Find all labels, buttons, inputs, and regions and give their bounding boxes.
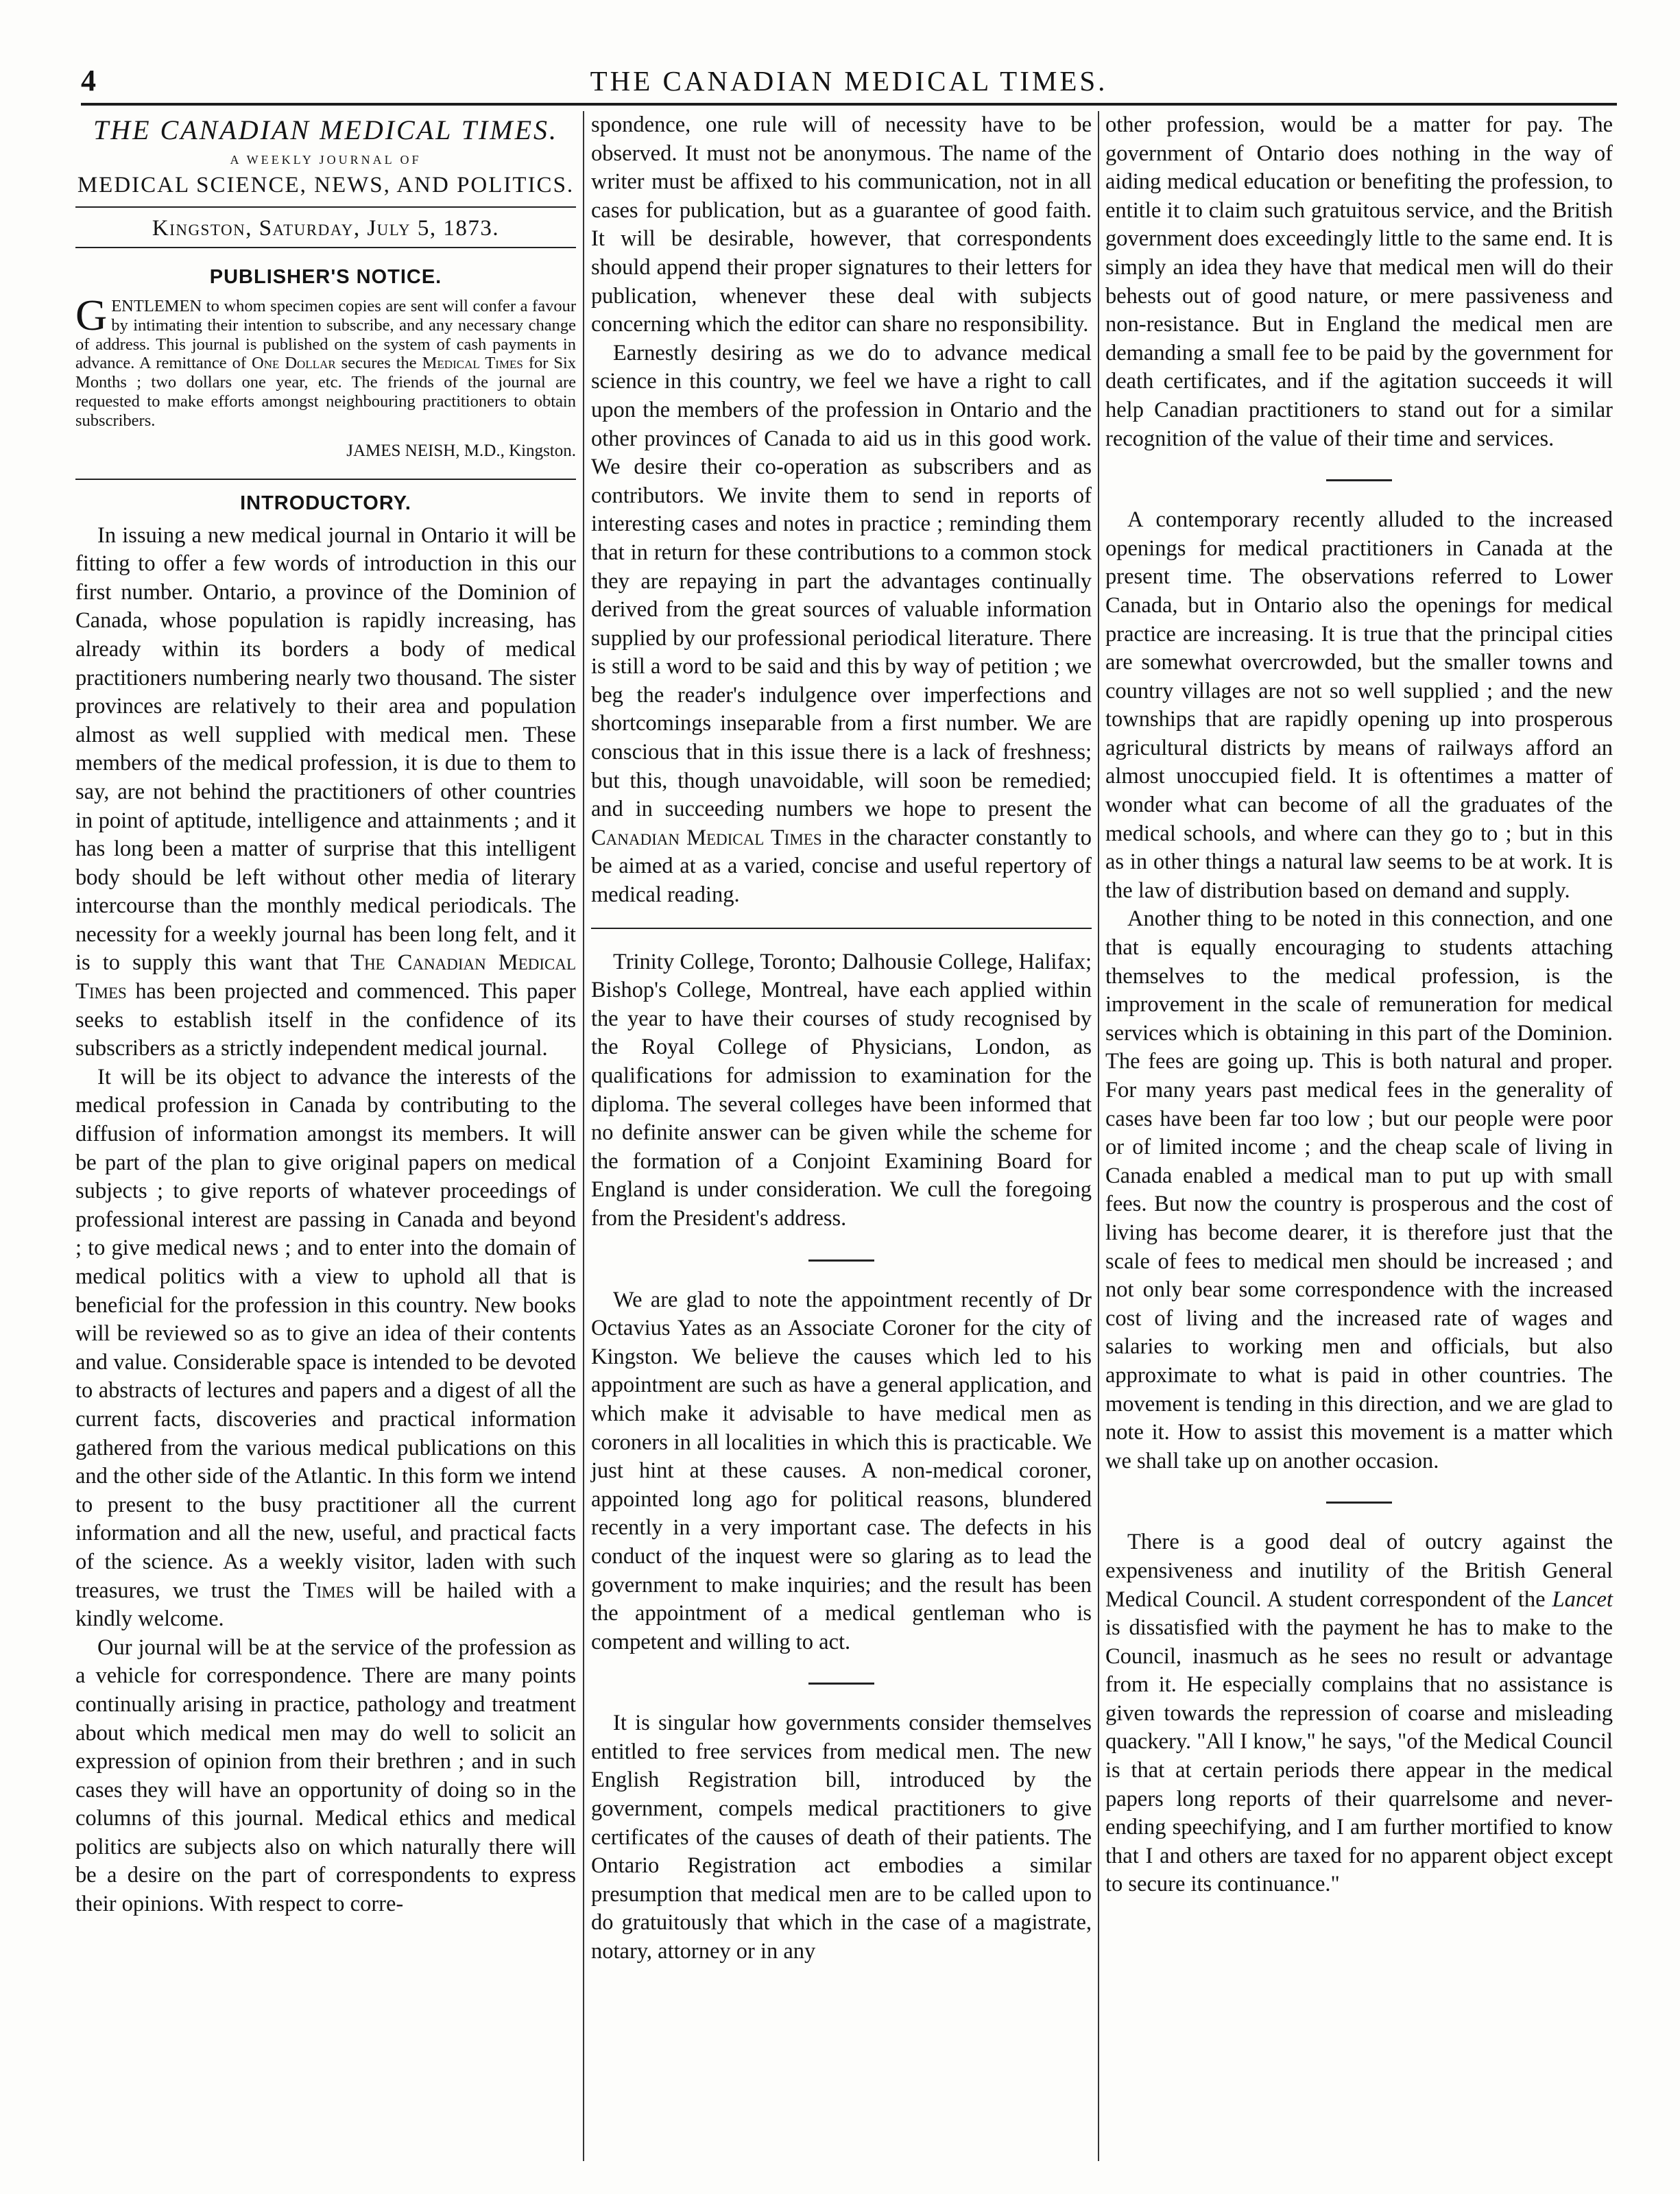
- medical-council-article: There is a good deal of outcry against the expensiveness and inutility of the British General Medical Council. A student correspondent of the Lancet is dissatisfied with the payment he has to make to the Council, inasmuch as he sees no result or advantage from it. He especially complains that no assistance is given towards the repression of coarse and misleading quackery. "All I know," he says, "of the Medical Council is that at certain periods there appear in the medical papers long reports of their quarrelsome and never-ending speechifying, and I am further mortified to know that I and others are taxed for no apparent object except to secure its continuance.": [1105, 1530, 1613, 1897]
- masthead-title: THE CANADIAN MEDICAL TIMES.: [93, 114, 559, 145]
- section-rule: [75, 479, 576, 480]
- column-divider: [1098, 111, 1099, 2161]
- column-2: [591, 111, 1092, 1966]
- introductory-paragraph: In issuing a new medical journal in Ontario it will be fitting to offer a few words of introduction in this our first number. Ontario, a province of the Dominion of Canada, whose population is rapidly increasing, has already within its borders a body of medical practitioners numbering nearly two thousand. The sister provinces are relatively to their area and population almost as well supplied with medical men. These members of the medical profession, it is due to them to say, are not behind the practitioners of other countries in point of aptitude, intelligence and attainments ; and it has long been a matter of surprise that this intelligent body should be left without other media of literary intercourse than the monthly medical periodicals. The necessity for a weekly journal has been long felt, and it is to supply this want that The Canadian Medical Times has been projected and commenced. This paper seeks to establish itself in the confidence of its subscribers as a strictly independent medical journal.: [75, 522, 577, 1061]
- introductory-paragraph: Our journal will be at the service of the profession as a vehicle for correspondence. There are many points continually arising in practice, pathology and treatment about which medical men may do well to solicit an expression of opinion from their brethren ; and in such cases they will have an opportunity of doing so in the columns of this journal. Medical ethics and medical politics are subjects also on which naturally there will be a desire on the part of correspondents to express their opinions. With respect to corre-: [75, 1635, 576, 1917]
- government-article: It is singular how governments consider themselves entitled to free services from medical men. The new English Registration bill, introduced by the government, compels medical practitioners to give certificates of the causes of death of their patients. The Ontario Registration act embodies a similar presumption that medical men are to be called upon to do gratuitously that which in the case of a magistrate, notary, attorney or in any: [591, 1711, 1092, 1964]
- column-1: [75, 111, 576, 1919]
- masthead-subject: MEDICAL SCIENCE, NEWS, AND POLITICS.: [77, 173, 575, 197]
- column-3: [1105, 111, 1613, 1899]
- column-divider: [583, 111, 584, 2161]
- fees-article: Another thing to be noted in this connection, and one that is equally encouraging to students attaching themselves to the medical profession, is the improvement in the scale of remuneration for medical services which is obtaining in this part of the Dominion. The fees are going up. This is both natural and proper. For many years past medical fees in the generality of cases have been far too low ; but our people were poor or of limited income ; and the cheap scale of living in Canada enabled a medical man to put up with small fees. But now the country is prosperous and the cost of living has become dearer, it is therefore just that the scale of fees to medical men should be increased ; and not only bear some correspondence with the increased cost of living and the increased rate of wages and salaries to working men and officials, but also approximate to what is paid in other countries. The movement is tending in this direction, and we are glad to note it. How to assist this movement is a matter which we shall take up on another occasion.: [1105, 906, 1613, 1473]
- government-article-continued: other profession, would be a matter for pay. The government of Ontario does nothing in the way of aiding medical education or benefiting the profession, to entitle it to claim such gratuitous service, and the British government does exceedingly little to the same end. It is simply an idea they have that medical men will do their behests out of good nature, or mere passiveness and non-resistance. But in England the medical men are demanding a small fee to be paid by the government for death certificates, and if the agitation succeeds it will help Canadian practitioners to stand out for a similar recognition of the value of their time and services.: [1105, 112, 1613, 451]
- masthead-weekly: A WEEKLY JOURNAL OF: [230, 153, 422, 167]
- publisher-signature: JAMES NEISH, M.D., Kingston.: [346, 441, 576, 460]
- article-separator: [1326, 479, 1392, 481]
- introductory-paragraph: It will be its object to advance the interests of the medical profession in Canada by contributing to the diffusion of information amongst its members. It will be part of the plan to give original papers on medical subjects ; to give reports of whatever proceedings of professional interest are passing in Canada and beyond ; to give medical news ; and to enter into the domain of medical politics with a view to uphold all that is beneficial for the profession in this country. New books will be reviewed so as to give an idea of their contents and value. Considerable space is intended to be devoted to abstracts of lectures and papers and a digest of all the current facts, discoveries and practical information gathered from the various medical publications on this and the other side of the Atlantic. In this form we intend to present to the busy practitioner all the current information and all the new, useful, and practical facts of the science. As a weekly visitor, laden with such treasures, we trust the Times will be hailed with a kindly welcome.: [75, 1064, 577, 1632]
- publisher-notice-body: GENTLEMEN to whom specimen copies are sent will confer a favour by intimating their intention to subscribe, and any necessary change of address. This journal is published on the system of cash payments in advance. A remittance of One Dollar secures the Medical Times for Six Months ; two dollars one year, etc. The friends of the journal are requested to make efforts amongst neighbouring practitioners to obtain subscribers.: [75, 291, 577, 430]
- header-rule: [81, 103, 1617, 106]
- article-separator: [808, 1683, 874, 1685]
- correspondence-paragraph: spondence, one rule will of necessity have to be observed. It must not be anonymous. The name of the writer must be affixed to his communication, not in all cases for publication, but as a guarantee of good faith. It will be desirable, however, that correspondents should append their proper signatures to their letters for publication, whenever these deal with subjects concerning which the editor can share no responsibility.: [591, 112, 1092, 337]
- running-title: THE CANADIAN MEDICAL TIMES.: [590, 65, 1108, 97]
- masthead: [75, 114, 576, 248]
- masthead-date: Kingston, Saturday, July 5, 1873.: [75, 206, 576, 248]
- appeal-paragraph: Earnestly desiring as we do to advance medical science in this country, we feel we have a right to call upon the members of the profession in Ontario and the other provinces of Canada to aid us in this good work. We desire their co-operation as subscribers and as contributors. We invite them to send in reports of interesting cases and notes in practice ; reminding them that in return for these contributions to a common stock they are repaying in part the advantages continually derived from the great sources of valuable information supplied by our professional periodical literature. There is still a word to be said and this by way of petition ; we beg the reader's indulgence over imperfections and shortcomings inseparable from a first number. We are conscious that in this issue there is a lack of freshness; but this, though unavoidable, will soon be remedied; and in succeeding numbers we hope to present the Canadian Medical Times in the character constantly to be aimed at as a varied, concise and useful repertory of medical reading.: [591, 340, 1092, 908]
- drop-cap: G: [75, 291, 108, 339]
- coroner-article: We are glad to note the appointment recently of Dr Octavius Yates as an Associate Coroner for the city of Kingston. We believe the causes which led to his appointment are such as have a general application, and which make it advisable to have medical men as coroners in all localities in which this is practicable. We just hint at these causes. A non-medical coroner, appointed long ago for political reasons, blundered recently in a very important case. The defects in his conduct of the inquest were so glaring as to lead the government to make inquiries; and the result has been the appointment of a medical gentleman who is competent and willing to act.: [591, 1287, 1092, 1654]
- article-rule: [591, 928, 1092, 929]
- publisher-notice-heading: PUBLISHER'S NOTICE.: [209, 266, 442, 288]
- introductory-heading: INTRODUCTORY.: [240, 492, 411, 514]
- openings-article: A contemporary recently alluded to the increased openings for medical practitioners in Canada at the present time. The observations referred to Lower Canada, but in Ontario also the openings for medical practice are increasing. It is true that the principal cities are somewhat overcrowded, but the smaller towns and country villages are not so well supplied ; and the new townships that are rapidly opening up into prosperous agricultural districts by means of railways afford an almost unoccupied field. It is oftentimes a matter of wonder what can become of all the graduates of the medical schools, and where can they go to ; but in this as in other things a natural law seems to be at work. It is the law of distribution based on demand and supply.: [1105, 507, 1613, 903]
- page-number: 4: [81, 64, 96, 97]
- article-separator: [1326, 1502, 1392, 1504]
- article-separator: [808, 1259, 874, 1262]
- trinity-college-article: Trinity College, Toronto; Dalhousie College, Halifax; Bishop's College, Montreal, have each applied within the year to have their courses of study recognised by the Royal College of Physicians, London, as qualifications for admission to examination for the diploma. The several colleges have been informed that no definite answer can be given while the scheme for the formation of a Conjoint Examining Board for England is under consideration. We cull the foregoing from the President's address.: [591, 949, 1092, 1231]
- running-head: [81, 63, 1617, 106]
